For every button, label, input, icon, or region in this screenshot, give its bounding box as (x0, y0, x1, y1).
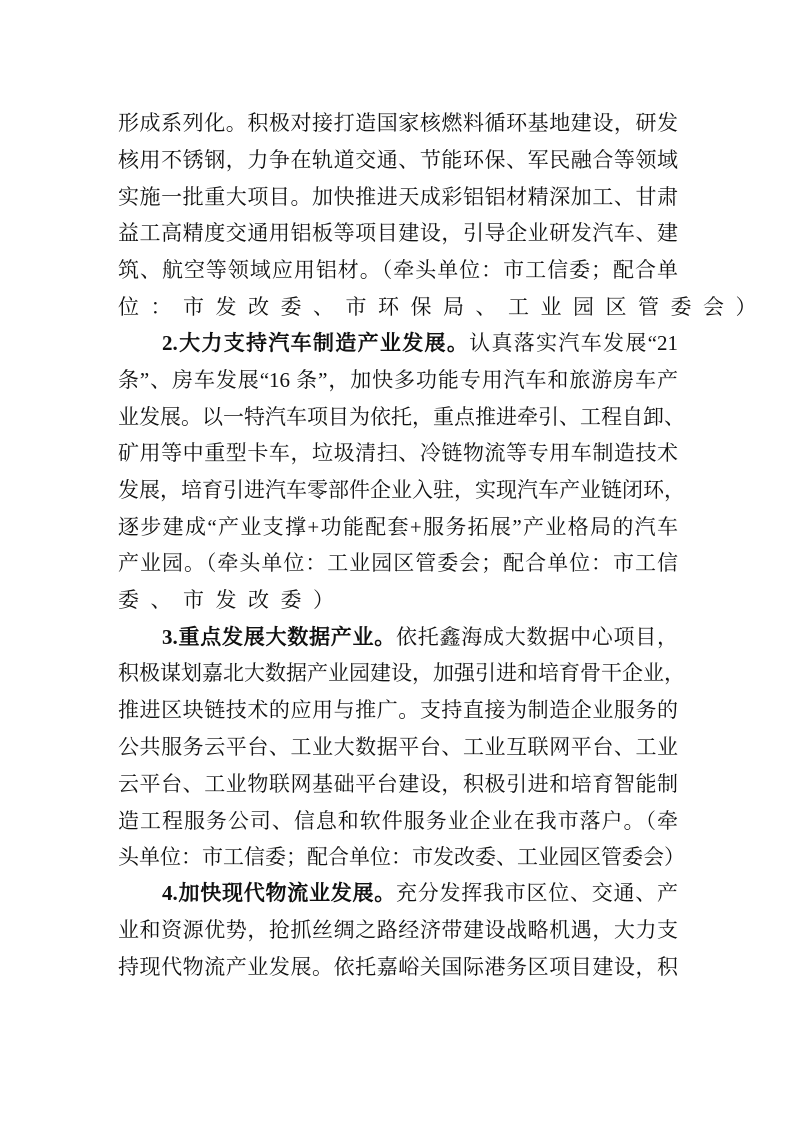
text-line: 实施一批重大项目。加快推进天成彩铝铝材精深加工、甘肃 (118, 185, 678, 209)
text-line: 造工程服务公司、信息和软件服务业企业在我市落户。（牵 (118, 809, 678, 833)
text-line: 发展，培育引进汽车零部件企业入驻，实现汽车产业链闭环， (118, 478, 685, 502)
text-span: 认真落实汽车发展“21 (469, 331, 678, 355)
text-span: 充分发挥我市区位、交通、产 (396, 881, 678, 905)
text-line: 公共服务云平台、工业大数据平台、工业互联网平台、工业 (118, 735, 678, 759)
section-heading: 3.重点发展大数据产业。 (162, 625, 396, 649)
text-line: 形成系列化。积极对接打造国家核燃料循环基地建设，研发 (118, 111, 678, 135)
text-line: 业发展。以一特汽车项目为依托，重点推进牵引、工程自卸、 (118, 405, 685, 429)
paragraph-heading-line (162, 878, 678, 908)
text-line: 位：市发改委、市环保局、工业园区管委会） (118, 295, 768, 319)
section-heading: 2.大力支持汽车制造产业发展。 (162, 331, 470, 355)
section-heading: 4.加快现代物流业发展。 (162, 881, 396, 905)
text-line: 产业园。（牵头单位：工业园区管委会；配合单位：市工信 (118, 551, 678, 575)
paragraph-heading-line (162, 622, 678, 652)
text-line: 矿用等中重型卡车，垃圾清扫、冷链物流等专用车制造技术 (118, 441, 678, 465)
text-line: 委、市发改委） (118, 588, 346, 612)
text-line: 筑、航空等领域应用铝材。（牵头单位：市工信委；配合单 (118, 258, 678, 282)
text-line: 逐步建成“产业支撑+功能配套+服务拓展”产业格局的汽车 (118, 515, 678, 539)
paragraph-heading-line (162, 328, 678, 358)
text-line: 云平台、工业物联网基础平台建设，积极引进和培育智能制 (118, 772, 678, 796)
text-line: 头单位：市工信委；配合单位：市发改委、工业园区管委会） (118, 845, 685, 869)
text-line: 益工高精度交通用铝板等项目建设，引导企业研发汽车、建 (118, 221, 678, 245)
text-span: 依托鑫海成大数据中心项目， (396, 625, 678, 649)
text-line: 积极谋划嘉北大数据产业园建设，加强引进和培育骨干企业， (118, 661, 685, 685)
text-line: 业和资源优势，抢抓丝绸之路经济带建设战略机遇，大力支 (118, 918, 678, 942)
text-line: 推进区块链技术的应用与推广。支持直接为制造企业服务的 (118, 698, 678, 722)
text-line: 持现代物流产业发展。依托嘉峪关国际港务区项目建设，积 (118, 955, 678, 979)
text-line: 核用不锈钢，力争在轨道交通、节能环保、军民融合等领域 (118, 148, 678, 172)
text-line: 条”、房车发展“16 条”，加快多功能专用汽车和旅游房车产 (118, 368, 678, 392)
